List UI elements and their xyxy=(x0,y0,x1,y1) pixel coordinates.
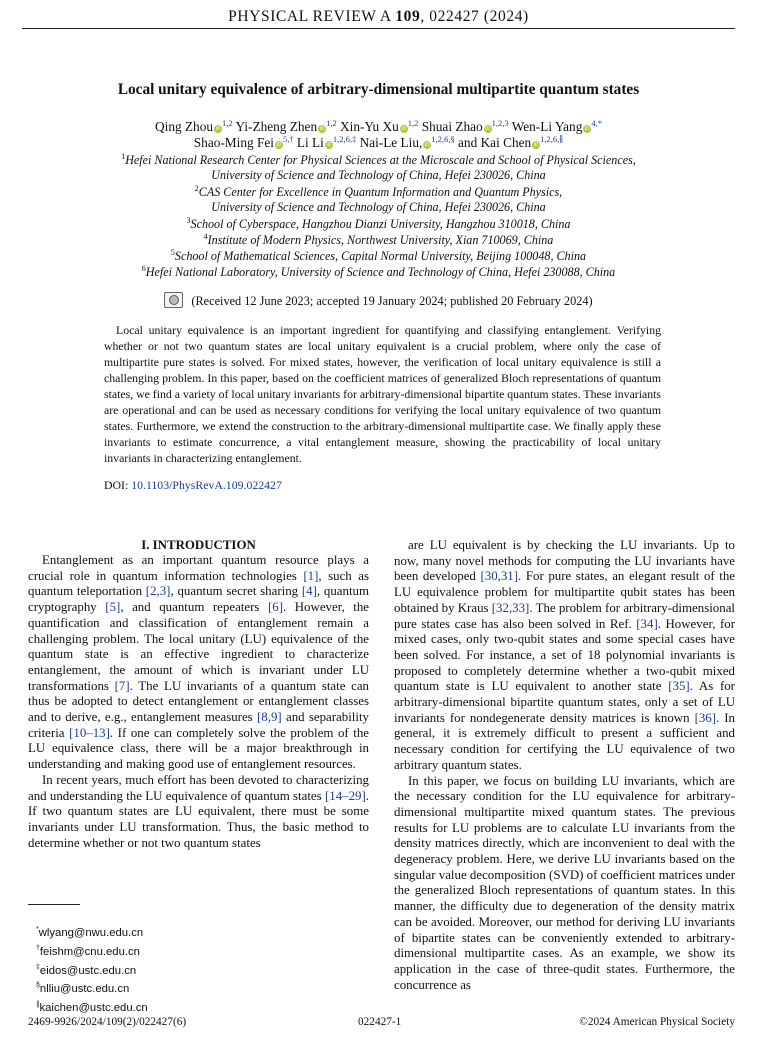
body-paragraph: Entanglement as an important quantum resource plays a crucial role in quantum information technologies [1], such as quantum teleportation [2,3], quantum secret sharing [4], quantum cryptography [5], and quantum repeaters [6]. However, the quantification and classification of entanglement remain a challenging problem. The local unitary (LU) equivalence of the quantum state is an effective ingredient to characterize entanglement, the amount of which is invariant under LU transformations [7]. The LU invariants of a quantum state can thus be adopted to detect entanglement or entanglement classes and to derive, e.g., entanglement measures [8,9] and separability criteria [10–13]. If one can completely solve the problem of the LU equivalence class, there will be a major breakthrough in understanding and making good use of entanglement resources. xyxy=(28,553,370,772)
author-name: Xin-Yu Xu xyxy=(340,119,399,134)
affiliation-line xyxy=(22,200,735,215)
orcid-icon[interactable]: iD xyxy=(485,126,491,132)
body-paragraph: In this paper, we focus on building LU invariants, which are the necessary condition for the LU equivalence for arbitrary-dimensional multipartite mixed quantum states. The previous results for LU problems are to calculate LU invariants from the density matrices directly, which are inconvenient to deal with the degeneracy problem. Here, we derive LU invariants based on the singular value decomposition (SVD) of coefficient matrices under the generalized Bloch representations of quantum states. In this manner, the difficulty due to degeneration of the density matrix can be avoided. Moreover, our method for deriving LU invariants of bipartite states can be conveniently extended to arbitrary-dimensional multipartite cases. As an example, we show its application in the case of three-qudit states. Furthermore, the concurrence as xyxy=(394,773,735,992)
author-name: Wen-Li Yang xyxy=(511,119,583,134)
affiliation-text: School of Cyberspace, Hangzhou Dianzi University, Hangzhou 310018, China xyxy=(190,217,571,232)
journal-name: PHYSICAL REVIEW A xyxy=(228,8,391,25)
affiliation-number: 1 xyxy=(121,152,126,161)
affiliation-number: 5 xyxy=(170,248,175,257)
affiliation-text: School of Mathematical Sciences, Capital Normal University, Beijing 100048, China xyxy=(174,249,587,264)
body-paragraph: are LU equivalent is by checking the LU invariants. Up to now, many novel methods for computing the LU invariants have been developed [30,31]. For pure states, an elegant result of the LU equivalence problem for multipartite qubit states has been obtained by Kraus [32,33]. The problem for arbitrary-dimensional pure states case has also been solved in Ref. [34]. However, for mixed cases, only two-qubit states and some special cases have been solved. For instance, a set of 18 polynomial invariants is proposed to completely determine whether a two-qubit mixed quantum state is LU equivalent to another state [35]. As for arbitrary-dimensional bipartite quantum states, only a set of LU invariants for nondegenerate density matrices is known [36]. In general, it is extremely difficult to present a sufficient and necessary condition for certifying the LU equivalence of two arbitrary quantum states. xyxy=(394,538,736,772)
citation-link[interactable]: [14–29] xyxy=(324,788,366,803)
affiliation-line xyxy=(22,264,735,280)
authors-line-2: Shao-Ming Fei iD$^{5,\dagger}$ Li Li iD$^{1,2,6,\ddagger}$ Nai-Le Liu, iD$^{1,2,6,\S}$ and Kai Chen iD$^{1,2,6,\parallel}$ xyxy=(193,134,564,150)
footnote-mark: † xyxy=(36,944,40,952)
footnote-mark: ‡ xyxy=(36,963,40,971)
authors-line-1 xyxy=(22,118,735,135)
footer-issn: 2469-9926/2024/109(2)/022427(6) xyxy=(28,1016,187,1028)
footer-page-number: 022427-1 xyxy=(358,1016,402,1028)
orcid-icon[interactable]: iD xyxy=(215,126,221,132)
author-name: Nai-Le Liu, xyxy=(359,135,423,150)
right-column xyxy=(394,538,735,993)
citation-link[interactable]: [7] xyxy=(114,678,130,693)
citation-link[interactable]: [5] xyxy=(105,600,121,615)
orcid-icon[interactable]: iD xyxy=(401,126,407,132)
footnote-mark: * xyxy=(36,926,39,933)
citation-link[interactable]: [36] xyxy=(694,710,717,725)
footnote-item xyxy=(36,978,148,997)
author-affiliation-marks[interactable]: 4,* xyxy=(591,118,602,128)
orcid-icon[interactable]: iD xyxy=(276,142,282,148)
orcid-icon[interactable]: iD xyxy=(533,142,539,148)
footnote-item xyxy=(36,922,148,941)
author-name: Li Li xyxy=(296,135,324,150)
author-affiliation-marks[interactable]: 1,2,3 xyxy=(491,118,509,128)
author-name: Kai Chen xyxy=(480,135,532,150)
affiliation-number: 2 xyxy=(194,184,199,193)
affiliation-line xyxy=(22,232,735,248)
affiliation-text: Hefei National Laboratory, University of Science and Technology of China, Hefei 230088, China xyxy=(145,265,616,280)
citation-link[interactable]: [2,3] xyxy=(145,584,171,599)
crossmark-icon[interactable] xyxy=(164,292,183,308)
affiliation-text: University of Science and Technology of China, Hefei 230026, China xyxy=(211,200,546,214)
affiliation-line xyxy=(22,168,735,183)
footnotes xyxy=(36,922,148,1016)
journal-volume: 109 xyxy=(395,8,421,25)
author-affiliation-marks[interactable]: 1,2,6,∥ xyxy=(540,134,564,144)
journal-article-info: , 022427 (2024) xyxy=(420,8,529,25)
paper-title: Local unitary equivalence of arbitrary-dimensional multipartite quantum states xyxy=(117,81,640,98)
section-heading: I. INTRODUCTION xyxy=(141,538,256,552)
footnote-email[interactable]: wlyang@nwu.edu.cn xyxy=(38,926,144,939)
affiliation-line xyxy=(22,152,735,168)
author-affiliation-marks[interactable]: 1,2,6,‡ xyxy=(332,134,357,144)
citation-link[interactable]: [8,9] xyxy=(256,710,282,725)
body-paragraph: In recent years, much effort has been devoted to characterizing and understanding the LU equivalence of quantum states [14–29]. If two quantum states are LU equivalent, there must be some invariants under LU transformation. Thus, the basic method to determine whether or not two quantum states xyxy=(28,772,369,850)
footnote-rule xyxy=(28,904,80,905)
affiliation-line xyxy=(22,248,735,264)
citation-link[interactable]: [30,31] xyxy=(480,569,519,584)
citation-link[interactable]: [1] xyxy=(303,568,319,583)
footnote-mark: § xyxy=(36,982,40,990)
footnote-mark: ∥ xyxy=(36,1001,40,1009)
left-column xyxy=(28,553,369,851)
abstract: Local unitary equivalence is an important ingredient for quantifying and classifying entanglement. Verifying whether or not two quantum states are local unitary equivalent is a crucial problem, where only the case of multipartite pure states is solved. For mixed states, however, the verification of local unitary equivalence is still a challenging problem. In this paper, based on the coefficient matrices of generalized Bloch representations of quantum states, we find a variety of local unitary invariants for arbitrary-dimensional bipartite quantum states. These invariants are operational and can be used as necessary conditions for verifying the local unitary equivalence of two quantum states. Furthermore, we extend the construction to the arbitrary-dimensional multipartite case. We finally apply these invariants to estimate concurrence, a vital entanglement measure, showing the practicability of local unitary invariants in characterizing entanglement. xyxy=(104,323,662,465)
footer-copyright: ©2024 American Physical Society xyxy=(579,1016,735,1028)
author-affiliation-marks[interactable]: 1,2 xyxy=(326,118,337,128)
affiliation-text: Hefei National Research Center for Physical Sciences at the Microscale and School of Physical Sciences, xyxy=(125,153,636,168)
footnote-item xyxy=(36,941,148,960)
doi-link[interactable]: 10.1103/PhysRevA.109.022427 xyxy=(131,478,282,492)
author-name: Shao-Ming Fei xyxy=(193,135,274,150)
affiliation-line xyxy=(22,216,735,232)
affiliation-text: CAS Center for Excellence in Quantum Information and Quantum Physics, xyxy=(198,185,563,200)
footnote-email[interactable]: feishm@cnu.edu.cn xyxy=(39,945,140,958)
footnote-email[interactable]: eidos@ustc.edu.cn xyxy=(39,964,137,977)
affiliation-line xyxy=(22,184,735,200)
footnote-email[interactable]: nlliu@ustc.edu.cn xyxy=(39,983,130,996)
orcid-icon[interactable]: iD xyxy=(424,142,430,148)
author-name: Shuai Zhao xyxy=(421,119,483,134)
publication-dates xyxy=(22,292,735,309)
journal-header xyxy=(22,8,735,26)
author-affiliation-marks[interactable]: 5,† xyxy=(282,134,294,144)
orcid-icon[interactable]: iD xyxy=(319,126,325,132)
citation-link[interactable]: [34] xyxy=(636,616,658,631)
footnote-item xyxy=(36,960,148,979)
affiliation-number: 6 xyxy=(141,264,146,273)
orcid-icon[interactable]: iD xyxy=(326,142,332,148)
affiliation-number: 4 xyxy=(203,232,208,241)
author-name: Qing Zhou xyxy=(155,119,214,134)
citation-link[interactable]: [10–13] xyxy=(69,725,110,740)
author-affiliation-marks[interactable]: 1,2 xyxy=(407,118,419,128)
affiliation-number: 3 xyxy=(186,216,191,225)
citation-link[interactable]: [4] xyxy=(301,584,317,599)
footnote-email[interactable]: kaichen@ustc.edu.cn xyxy=(39,1001,148,1014)
citation-link[interactable]: [32,33] xyxy=(491,600,530,615)
doi-line xyxy=(104,478,282,493)
citation-link[interactable]: [6] xyxy=(267,600,283,615)
affiliation-text: University of Science and Technology of China, Hefei 230026, China xyxy=(211,168,546,182)
dates-text: (Received 12 June 2023; accepted 19 January 2024; published 20 February 2024) xyxy=(191,294,593,308)
author-affiliation-marks[interactable]: 1,2 xyxy=(222,118,233,128)
affiliation-text: Institute of Modern Physics, Northwest University, Xian 710069, China xyxy=(207,233,554,248)
author-affiliation-marks[interactable]: 1,2,6,§ xyxy=(431,134,455,144)
author-name: Yi-Zheng Zhen xyxy=(235,119,318,134)
citation-link[interactable]: [35] xyxy=(668,679,690,694)
doi-label: DOI: xyxy=(104,478,129,492)
footnote-item xyxy=(36,997,148,1016)
orcid-icon[interactable]: iD xyxy=(584,126,590,132)
header-rule xyxy=(22,28,735,29)
